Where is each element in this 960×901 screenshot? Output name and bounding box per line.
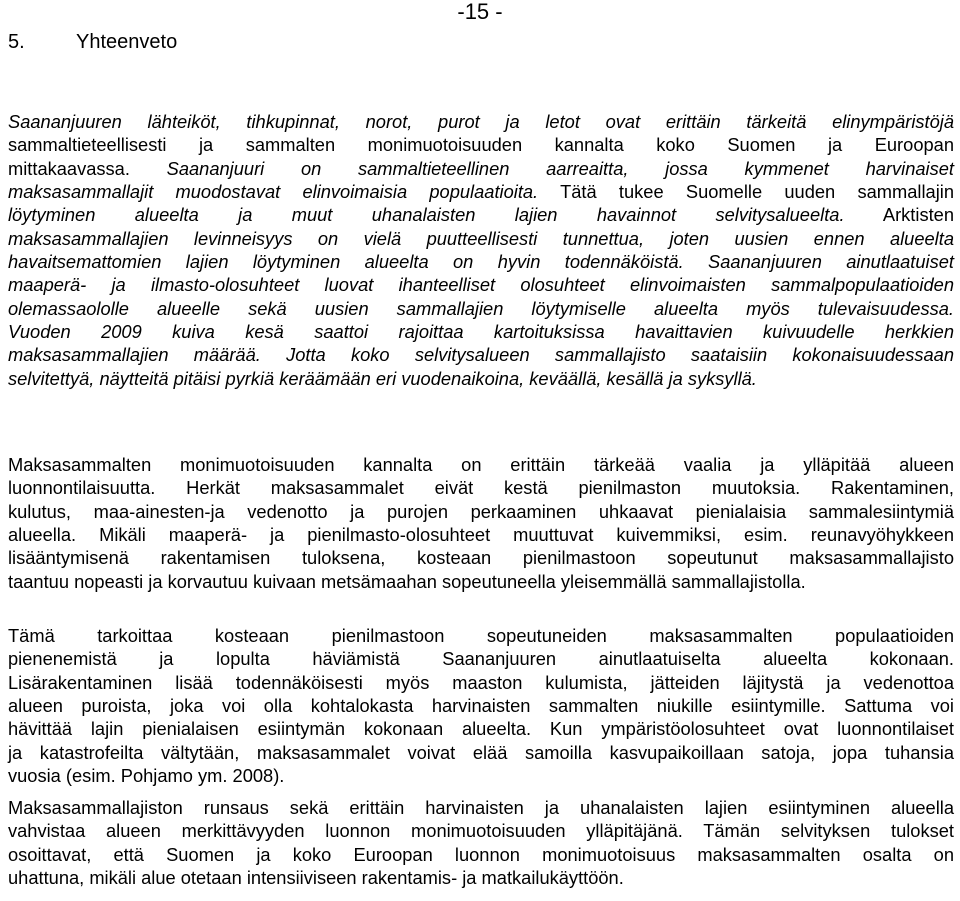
- paragraph-1: [8, 110, 954, 390]
- paragraph-line: taantuu nopeasti ja korvautuu kuivaan metsämaahan sopeutuneella yleisemmällä sammallajistolla.: [8, 570, 806, 592]
- section-heading: [8, 30, 177, 54]
- paragraph-line: luonnontilaisuutta. Herkät maksasammalet eivät kestä pienilmaston muutoksia. Rakentaminen,: [8, 477, 954, 499]
- paragraph-line: Vuoden 2009 kuiva kesä saattoi rajoittaa kartoituksissa havaittavien kuivuudelle herkkien: [8, 321, 954, 343]
- paragraph-line: vahvistaa alueen merkittävyyden luonnon monimuotoisuuden ylläpitäjänä. Tämän selvityksen tulokset: [8, 820, 954, 842]
- paragraph-3: [8, 624, 954, 787]
- section-title: Yhteenveto: [76, 31, 178, 53]
- paragraph-line: maaperä- ja ilmasto-olosuhteet luovat ihanteelliset olosuhteet elinvoimaisten sammalpopulaatioiden: [8, 274, 954, 296]
- paragraph-line: Tämä tarkoittaa kosteaan pienilmastoon sopeutuneiden maksasammalten populaatioiden: [8, 625, 954, 646]
- paragraph-line: ja katastrofeilta vältytään, maksasammalet voivat elää samoilla kasvupaikoillaan satoja, jopa tuhansia: [8, 741, 954, 763]
- paragraph-line: alueen puroista, joka voi olla kohtalokasta harvinaisten sammalten niukille esiintymille. Sattuma voi: [8, 695, 954, 717]
- paragraph-line: uhattuna, mikäli alue otetaan intensiiviseen rakentamis- ja matkailukäyttöön.: [8, 867, 624, 889]
- section-number: 5.: [8, 31, 25, 53]
- paragraph-line: Maksasammalten monimuotoisuuden kannalta on erittäin tärkeää vaalia ja ylläpitää alueen: [8, 454, 954, 475]
- paragraph-line: alueella. Mikäli maaperä- ja pienilmasto-olosuhteet muuttuvat kuivemmiksi, esim. reunavyöhykkeen: [8, 524, 954, 546]
- page-number: -15 -: [457, 0, 503, 24]
- italic-run: Saananjuuri on sammaltieteellinen aarreaitta, jossa kymmenet harvinaiset: [166, 157, 954, 179]
- paragraph-line: maksasammallajit muodostavat elinvoimaisia populaatioita. Tätä tukee Suomelle uuden sammallajin: [8, 181, 954, 203]
- paragraph-line: hävittää lajin pienialaisen esiintymän kokonaan alueelta. Kun ympäristöolosuhteet ovat luonnontilaiset: [8, 718, 954, 740]
- italic-run: löytyminen alueelta ja muut uhanalaisten lajien havainnot selvitysalueelta.: [8, 204, 845, 226]
- paragraph-line: Saananjuuren lähteiköt, tihkupinnat, norot, purot ja letot ovat erittäin tärkeitä elinympäristöjä: [8, 111, 954, 132]
- paragraph-line: Maksasammallajiston runsaus sekä erittäin harvinaisten ja uhanalaisten lajien esiintyminen alueella: [8, 797, 954, 818]
- paragraph-line: pienenemistä ja lopulta häviämistä Saananjuuren ainutlaatuiselta alueelta kokonaan.: [8, 648, 954, 670]
- paragraph-line: Lisärakentaminen lisää todennäköisesti myös maaston kulumista, jätteiden läjitystä ja vedenottoa: [8, 671, 954, 693]
- paragraph-line: löytyminen alueelta ja muut uhanalaisten lajien havainnot selvitysalueelta. Arktisten: [8, 204, 955, 226]
- paragraph-line: maksasammallajien määrää. Jotta koko selvitysalueen sammallajisto saataisiin kokonaisuudessaan: [8, 344, 954, 366]
- paragraph-line: maksasammallajien levinneisyys on vielä puutteellisesti tunnettua, joten uusien ennen alueelta: [8, 227, 954, 249]
- italic-run: maksasammallajit muodostavat elinvoimaisia populaatioita.: [8, 181, 539, 203]
- paragraph-line: lisääntymisenä rakentamisen tuloksena, kosteaan pienilmastoon sopeutunut maksasammallajisto: [8, 547, 954, 569]
- paragraph-line: vuosia (esim. Pohjamo ym. 2008).: [8, 765, 285, 787]
- paragraph-line: osoittavat, että Suomen ja koko Euroopan luonnon monimuotoisuus maksasammalten osalta on: [8, 843, 954, 865]
- paragraph-line: kulutus, maa-ainesten-ja vedenotto ja purojen perkaaminen uhkaavat pienialaisia sammalesiintymiä: [8, 500, 954, 522]
- paragraph-line: olemassaololle alueelle sekä uusien sammallajien löytymiselle alueelta myös tulevaisuudessa.: [8, 297, 954, 319]
- paragraph-2: [8, 453, 954, 593]
- paragraph-4: [8, 796, 954, 889]
- paragraph-line: havaitsemattomien lajien löytyminen alueelta on hyvin todennäköistä. Saananjuuren ainutlaatuiset: [8, 251, 954, 273]
- paragraph-line: mittakaavassa. Saananjuuri on sammaltieteellinen aarreaitta, jossa kymmenet harvinaiset: [8, 157, 954, 179]
- paragraph-line: selvitettyä, näytteitä pitäisi pyrkiä keräämään eri vuodenaikoina, keväällä, kesällä ja syksyllä.: [8, 367, 757, 389]
- paragraph-line: sammaltieteellisesti ja sammalten monimuotoisuuden kannalta koko Suomen ja Euroopan: [8, 134, 954, 156]
